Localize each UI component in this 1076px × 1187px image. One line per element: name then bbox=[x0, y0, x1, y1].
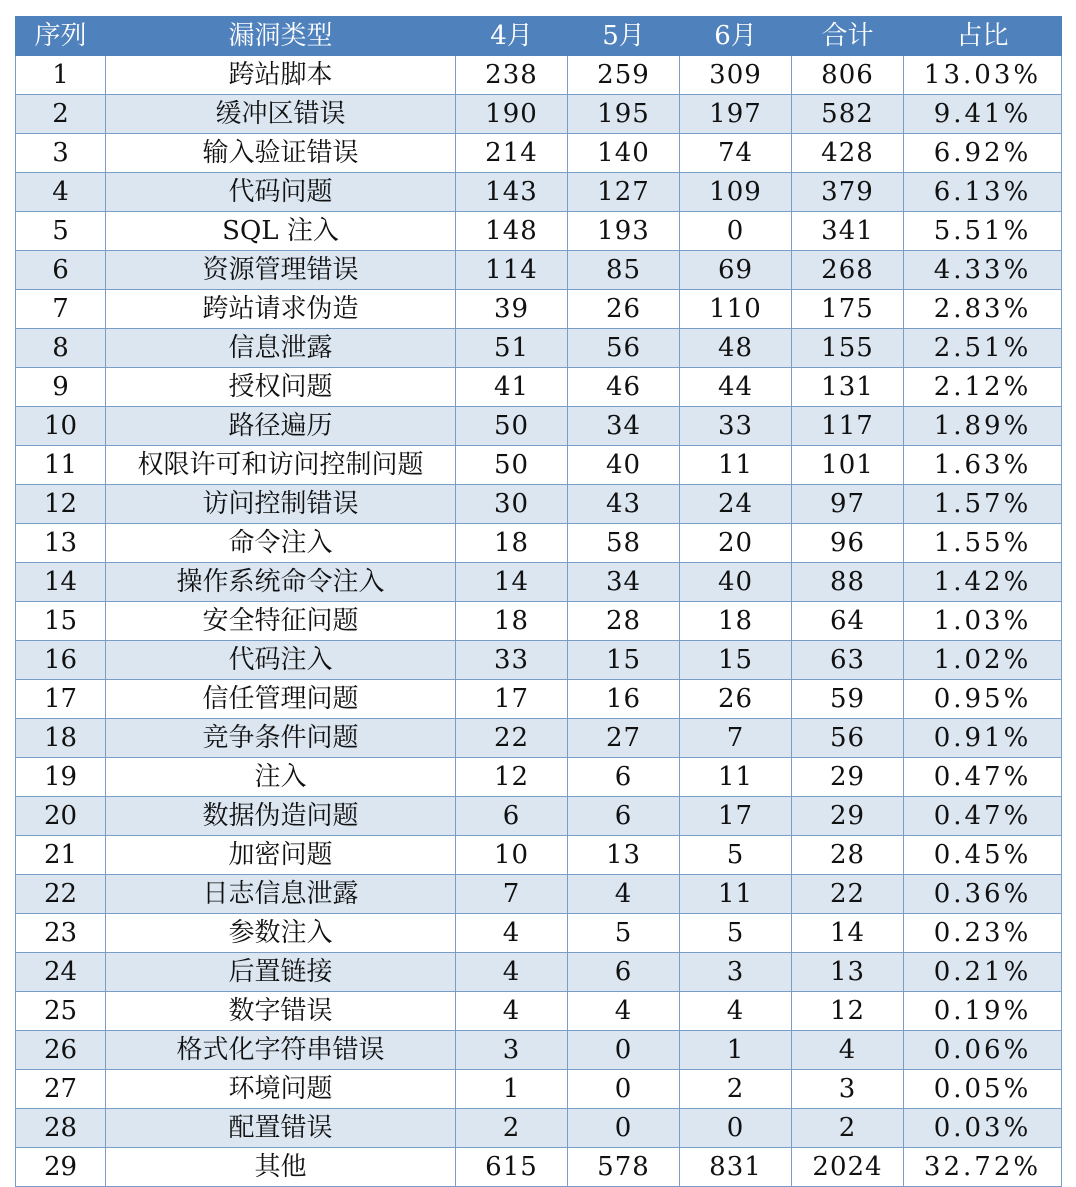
cell-ratio: 0.95% bbox=[904, 680, 1062, 719]
cell-ratio: 2.83% bbox=[904, 290, 1062, 329]
cell-total: 131 bbox=[792, 368, 904, 407]
cell-type: 日志信息泄露 bbox=[106, 875, 456, 914]
cell-may: 6 bbox=[568, 953, 680, 992]
cell-index: 16 bbox=[16, 641, 106, 680]
cell-june: 48 bbox=[680, 329, 792, 368]
cell-may: 16 bbox=[568, 680, 680, 719]
cell-april: 4 bbox=[456, 914, 568, 953]
table-row bbox=[16, 1148, 1062, 1187]
table-row bbox=[16, 446, 1062, 485]
cell-index: 13 bbox=[16, 524, 106, 563]
cell-ratio: 6.92% bbox=[904, 134, 1062, 173]
cell-ratio: 2.51% bbox=[904, 329, 1062, 368]
cell-june: 0 bbox=[680, 212, 792, 251]
table-row bbox=[16, 290, 1062, 329]
cell-total: 28 bbox=[792, 836, 904, 875]
table-row bbox=[16, 641, 1062, 680]
cell-ratio: 1.55% bbox=[904, 524, 1062, 563]
cell-june: 44 bbox=[680, 368, 792, 407]
table-row bbox=[16, 992, 1062, 1031]
cell-april: 17 bbox=[456, 680, 568, 719]
cell-type: 竞争条件问题 bbox=[106, 719, 456, 758]
cell-april: 39 bbox=[456, 290, 568, 329]
cell-type: 代码注入 bbox=[106, 641, 456, 680]
cell-ratio: 4.33% bbox=[904, 251, 1062, 290]
cell-june: 5 bbox=[680, 836, 792, 875]
table-row bbox=[16, 485, 1062, 524]
cell-june: 11 bbox=[680, 875, 792, 914]
cell-april: 4 bbox=[456, 953, 568, 992]
cell-ratio: 13.03% bbox=[904, 56, 1062, 95]
table-row bbox=[16, 953, 1062, 992]
cell-april: 148 bbox=[456, 212, 568, 251]
cell-april: 190 bbox=[456, 95, 568, 134]
cell-ratio: 32.72% bbox=[904, 1148, 1062, 1187]
cell-may: 140 bbox=[568, 134, 680, 173]
table-row bbox=[16, 758, 1062, 797]
cell-april: 4 bbox=[456, 992, 568, 1031]
cell-total: 29 bbox=[792, 797, 904, 836]
cell-ratio: 0.47% bbox=[904, 797, 1062, 836]
cell-total: 175 bbox=[792, 290, 904, 329]
cell-june: 17 bbox=[680, 797, 792, 836]
cell-june: 2 bbox=[680, 1070, 792, 1109]
cell-ratio: 1.63% bbox=[904, 446, 1062, 485]
cell-type: 安全特征问题 bbox=[106, 602, 456, 641]
table-row bbox=[16, 56, 1062, 95]
cell-type: 跨站脚本 bbox=[106, 56, 456, 95]
cell-may: 28 bbox=[568, 602, 680, 641]
cell-june: 0 bbox=[680, 1109, 792, 1148]
cell-june: 18 bbox=[680, 602, 792, 641]
cell-total: 4 bbox=[792, 1031, 904, 1070]
cell-index: 3 bbox=[16, 134, 106, 173]
cell-type: SQL 注入 bbox=[106, 212, 456, 251]
cell-june: 309 bbox=[680, 56, 792, 95]
header-ratio: 占比 bbox=[904, 17, 1062, 56]
cell-total: 3 bbox=[792, 1070, 904, 1109]
cell-april: 33 bbox=[456, 641, 568, 680]
cell-total: 2024 bbox=[792, 1148, 904, 1187]
cell-june: 5 bbox=[680, 914, 792, 953]
cell-june: 11 bbox=[680, 446, 792, 485]
cell-ratio: 1.42% bbox=[904, 563, 1062, 602]
cell-index: 8 bbox=[16, 329, 106, 368]
cell-ratio: 0.47% bbox=[904, 758, 1062, 797]
cell-may: 578 bbox=[568, 1148, 680, 1187]
cell-ratio: 0.05% bbox=[904, 1070, 1062, 1109]
cell-may: 43 bbox=[568, 485, 680, 524]
header-may: 5月 bbox=[568, 17, 680, 56]
cell-type: 信息泄露 bbox=[106, 329, 456, 368]
cell-ratio: 1.89% bbox=[904, 407, 1062, 446]
cell-type: 操作系统命令注入 bbox=[106, 563, 456, 602]
cell-total: 96 bbox=[792, 524, 904, 563]
vulnerability-table bbox=[15, 16, 1062, 1187]
cell-total: 12 bbox=[792, 992, 904, 1031]
cell-type: 格式化字符串错误 bbox=[106, 1031, 456, 1070]
cell-total: 22 bbox=[792, 875, 904, 914]
table-row bbox=[16, 875, 1062, 914]
cell-index: 6 bbox=[16, 251, 106, 290]
cell-ratio: 1.57% bbox=[904, 485, 1062, 524]
cell-june: 1 bbox=[680, 1031, 792, 1070]
cell-type: 注入 bbox=[106, 758, 456, 797]
cell-index: 20 bbox=[16, 797, 106, 836]
cell-index: 15 bbox=[16, 602, 106, 641]
table-row bbox=[16, 329, 1062, 368]
cell-total: 428 bbox=[792, 134, 904, 173]
table-row bbox=[16, 1109, 1062, 1148]
cell-type: 跨站请求伪造 bbox=[106, 290, 456, 329]
cell-index: 27 bbox=[16, 1070, 106, 1109]
cell-may: 40 bbox=[568, 446, 680, 485]
cell-may: 5 bbox=[568, 914, 680, 953]
cell-june: 197 bbox=[680, 95, 792, 134]
cell-type: 缓冲区错误 bbox=[106, 95, 456, 134]
cell-april: 50 bbox=[456, 446, 568, 485]
cell-april: 615 bbox=[456, 1148, 568, 1187]
cell-total: 341 bbox=[792, 212, 904, 251]
cell-total: 63 bbox=[792, 641, 904, 680]
table-row bbox=[16, 134, 1062, 173]
table-row bbox=[16, 680, 1062, 719]
cell-june: 4 bbox=[680, 992, 792, 1031]
cell-index: 5 bbox=[16, 212, 106, 251]
cell-april: 50 bbox=[456, 407, 568, 446]
cell-june: 20 bbox=[680, 524, 792, 563]
header-total: 合计 bbox=[792, 17, 904, 56]
cell-total: 56 bbox=[792, 719, 904, 758]
cell-type: 数字错误 bbox=[106, 992, 456, 1031]
cell-april: 18 bbox=[456, 524, 568, 563]
cell-may: 6 bbox=[568, 758, 680, 797]
cell-june: 15 bbox=[680, 641, 792, 680]
table-row bbox=[16, 1070, 1062, 1109]
cell-april: 214 bbox=[456, 134, 568, 173]
cell-april: 3 bbox=[456, 1031, 568, 1070]
cell-may: 13 bbox=[568, 836, 680, 875]
cell-april: 238 bbox=[456, 56, 568, 95]
cell-ratio: 9.41% bbox=[904, 95, 1062, 134]
cell-ratio: 0.91% bbox=[904, 719, 1062, 758]
table-row bbox=[16, 602, 1062, 641]
cell-april: 12 bbox=[456, 758, 568, 797]
cell-may: 4 bbox=[568, 875, 680, 914]
table-row bbox=[16, 1031, 1062, 1070]
cell-index: 18 bbox=[16, 719, 106, 758]
cell-april: 22 bbox=[456, 719, 568, 758]
table-row bbox=[16, 407, 1062, 446]
cell-ratio: 6.13% bbox=[904, 173, 1062, 212]
cell-ratio: 0.36% bbox=[904, 875, 1062, 914]
cell-june: 3 bbox=[680, 953, 792, 992]
cell-may: 4 bbox=[568, 992, 680, 1031]
table-row bbox=[16, 368, 1062, 407]
cell-type: 加密问题 bbox=[106, 836, 456, 875]
cell-index: 29 bbox=[16, 1148, 106, 1187]
cell-june: 7 bbox=[680, 719, 792, 758]
cell-ratio: 1.02% bbox=[904, 641, 1062, 680]
cell-index: 10 bbox=[16, 407, 106, 446]
cell-index: 19 bbox=[16, 758, 106, 797]
cell-may: 26 bbox=[568, 290, 680, 329]
cell-may: 56 bbox=[568, 329, 680, 368]
cell-total: 97 bbox=[792, 485, 904, 524]
cell-april: 30 bbox=[456, 485, 568, 524]
cell-may: 15 bbox=[568, 641, 680, 680]
cell-may: 27 bbox=[568, 719, 680, 758]
cell-total: 806 bbox=[792, 56, 904, 95]
cell-index: 4 bbox=[16, 173, 106, 212]
cell-type: 后置链接 bbox=[106, 953, 456, 992]
table-row bbox=[16, 212, 1062, 251]
cell-june: 40 bbox=[680, 563, 792, 602]
cell-type: 路径遍历 bbox=[106, 407, 456, 446]
cell-ratio: 0.21% bbox=[904, 953, 1062, 992]
cell-type: 输入验证错误 bbox=[106, 134, 456, 173]
cell-index: 9 bbox=[16, 368, 106, 407]
cell-index: 7 bbox=[16, 290, 106, 329]
cell-total: 29 bbox=[792, 758, 904, 797]
cell-type: 环境问题 bbox=[106, 1070, 456, 1109]
cell-index: 17 bbox=[16, 680, 106, 719]
cell-ratio: 0.03% bbox=[904, 1109, 1062, 1148]
cell-ratio: 2.12% bbox=[904, 368, 1062, 407]
header-index: 序列 bbox=[16, 17, 106, 56]
cell-june: 110 bbox=[680, 290, 792, 329]
cell-ratio: 0.06% bbox=[904, 1031, 1062, 1070]
table-body bbox=[16, 56, 1062, 1187]
cell-may: 34 bbox=[568, 407, 680, 446]
cell-index: 21 bbox=[16, 836, 106, 875]
cell-may: 34 bbox=[568, 563, 680, 602]
cell-june: 69 bbox=[680, 251, 792, 290]
cell-may: 0 bbox=[568, 1109, 680, 1148]
cell-total: 59 bbox=[792, 680, 904, 719]
cell-index: 12 bbox=[16, 485, 106, 524]
cell-ratio: 5.51% bbox=[904, 212, 1062, 251]
cell-april: 2 bbox=[456, 1109, 568, 1148]
table-row bbox=[16, 524, 1062, 563]
cell-total: 88 bbox=[792, 563, 904, 602]
cell-may: 85 bbox=[568, 251, 680, 290]
table-row bbox=[16, 563, 1062, 602]
cell-april: 114 bbox=[456, 251, 568, 290]
table-row bbox=[16, 836, 1062, 875]
cell-index: 24 bbox=[16, 953, 106, 992]
cell-april: 51 bbox=[456, 329, 568, 368]
header-june: 6月 bbox=[680, 17, 792, 56]
cell-index: 26 bbox=[16, 1031, 106, 1070]
cell-april: 7 bbox=[456, 875, 568, 914]
cell-ratio: 0.19% bbox=[904, 992, 1062, 1031]
cell-total: 582 bbox=[792, 95, 904, 134]
cell-type: 命令注入 bbox=[106, 524, 456, 563]
cell-april: 10 bbox=[456, 836, 568, 875]
cell-index: 1 bbox=[16, 56, 106, 95]
cell-index: 28 bbox=[16, 1109, 106, 1148]
cell-total: 155 bbox=[792, 329, 904, 368]
cell-total: 14 bbox=[792, 914, 904, 953]
cell-type: 权限许可和访问控制问题 bbox=[106, 446, 456, 485]
cell-total: 13 bbox=[792, 953, 904, 992]
cell-ratio: 0.23% bbox=[904, 914, 1062, 953]
cell-index: 14 bbox=[16, 563, 106, 602]
table-row bbox=[16, 95, 1062, 134]
cell-ratio: 0.45% bbox=[904, 836, 1062, 875]
cell-index: 22 bbox=[16, 875, 106, 914]
cell-total: 117 bbox=[792, 407, 904, 446]
cell-april: 143 bbox=[456, 173, 568, 212]
cell-may: 127 bbox=[568, 173, 680, 212]
table-row bbox=[16, 719, 1062, 758]
cell-june: 33 bbox=[680, 407, 792, 446]
cell-index: 23 bbox=[16, 914, 106, 953]
cell-type: 访问控制错误 bbox=[106, 485, 456, 524]
table-row bbox=[16, 251, 1062, 290]
cell-index: 11 bbox=[16, 446, 106, 485]
cell-june: 24 bbox=[680, 485, 792, 524]
cell-may: 6 bbox=[568, 797, 680, 836]
table-row bbox=[16, 173, 1062, 212]
cell-april: 6 bbox=[456, 797, 568, 836]
cell-total: 379 bbox=[792, 173, 904, 212]
cell-april: 14 bbox=[456, 563, 568, 602]
header-type: 漏洞类型 bbox=[106, 17, 456, 56]
cell-june: 11 bbox=[680, 758, 792, 797]
header-april: 4月 bbox=[456, 17, 568, 56]
table-row bbox=[16, 797, 1062, 836]
cell-april: 41 bbox=[456, 368, 568, 407]
cell-total: 2 bbox=[792, 1109, 904, 1148]
cell-may: 193 bbox=[568, 212, 680, 251]
cell-may: 0 bbox=[568, 1070, 680, 1109]
cell-type: 授权问题 bbox=[106, 368, 456, 407]
header-row bbox=[16, 17, 1062, 56]
cell-type: 代码问题 bbox=[106, 173, 456, 212]
cell-may: 0 bbox=[568, 1031, 680, 1070]
cell-type: 资源管理错误 bbox=[106, 251, 456, 290]
cell-april: 1 bbox=[456, 1070, 568, 1109]
cell-index: 25 bbox=[16, 992, 106, 1031]
cell-may: 195 bbox=[568, 95, 680, 134]
cell-june: 74 bbox=[680, 134, 792, 173]
cell-total: 64 bbox=[792, 602, 904, 641]
cell-total: 268 bbox=[792, 251, 904, 290]
cell-type: 参数注入 bbox=[106, 914, 456, 953]
cell-june: 831 bbox=[680, 1148, 792, 1187]
cell-june: 26 bbox=[680, 680, 792, 719]
cell-may: 259 bbox=[568, 56, 680, 95]
cell-april: 18 bbox=[456, 602, 568, 641]
table-row bbox=[16, 914, 1062, 953]
cell-june: 109 bbox=[680, 173, 792, 212]
cell-type: 配置错误 bbox=[106, 1109, 456, 1148]
cell-may: 46 bbox=[568, 368, 680, 407]
cell-type: 信任管理问题 bbox=[106, 680, 456, 719]
cell-index: 2 bbox=[16, 95, 106, 134]
cell-type: 数据伪造问题 bbox=[106, 797, 456, 836]
cell-ratio: 1.03% bbox=[904, 602, 1062, 641]
cell-type: 其他 bbox=[106, 1148, 456, 1187]
cell-total: 101 bbox=[792, 446, 904, 485]
cell-may: 58 bbox=[568, 524, 680, 563]
